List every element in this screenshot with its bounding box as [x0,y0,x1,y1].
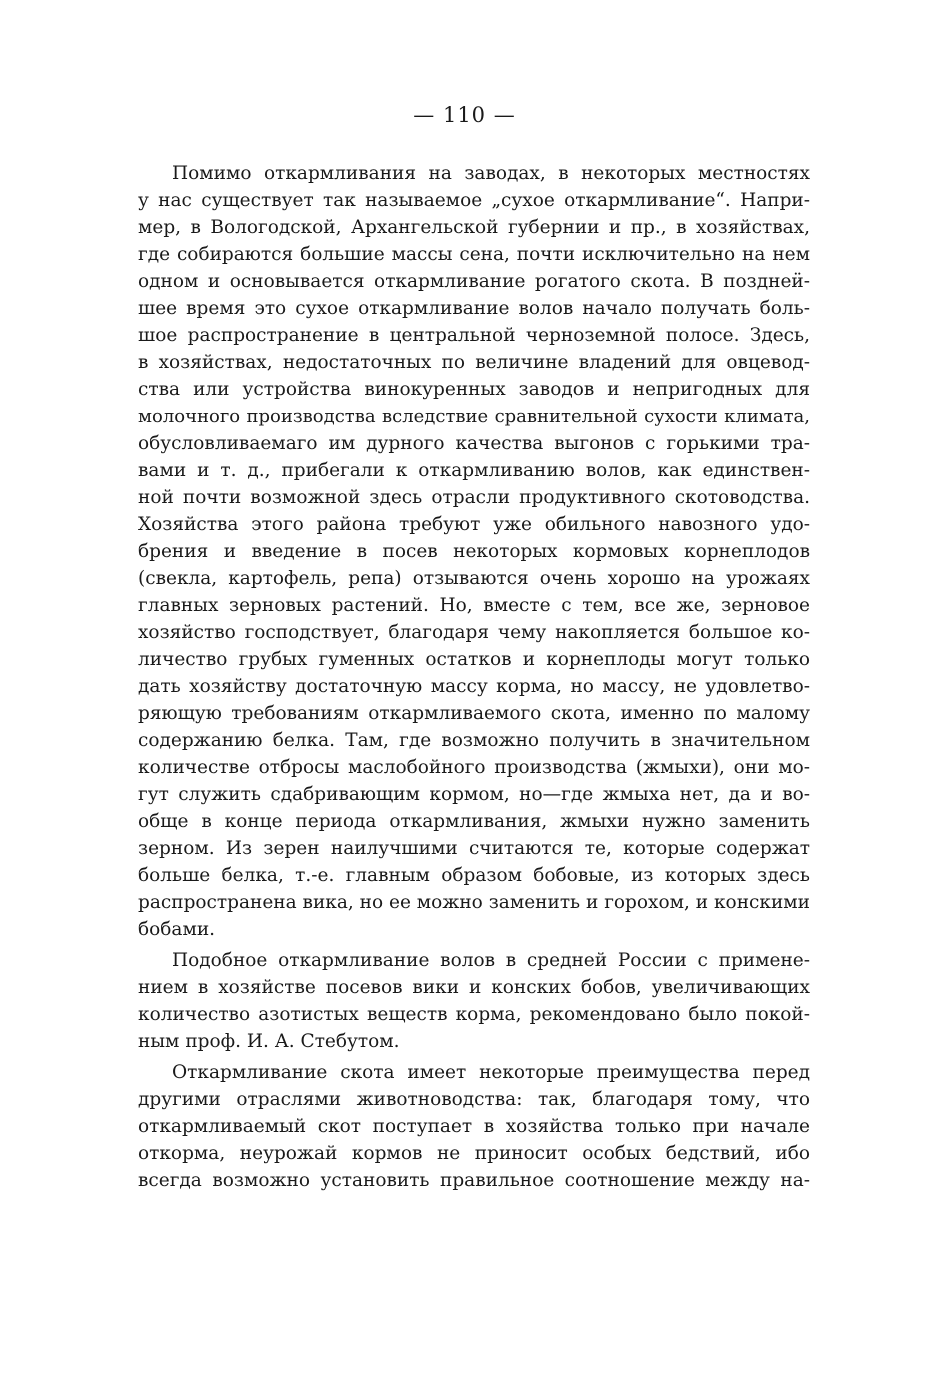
text-line: всегда возможно установить правильное соотношение между на- [138,1170,810,1191]
text-line: содержанию белка. Там, где возможно получить в значительном [138,730,810,751]
text-line: другими отраслями животноводства: так, благодаря тому, что [138,1089,810,1110]
text-line: ства или устройства винокуренных заводов и непригодных для [138,379,810,400]
text-line: где собираются большие массы сена, почти исключительно на нем [138,244,810,265]
text-line: Откармливание скота имеет некоторые преимущества перед [172,1062,810,1083]
text-line: распространена вика, но ее можно заменить и горохом, и конскими [138,892,810,913]
text-line: Помимо откармливания на заводах, в некоторых местностях [172,163,810,184]
text-line: главных зерновых растений. Но, вместе с тем, все же, зерновое [138,595,810,616]
text-line: количество азотистых веществ корма, рекомендовано было покой- [138,1004,810,1025]
page-number: — 110 — [413,103,516,127]
text-line: откармливаемый скот поступает в хозяйства только при начале [138,1116,810,1137]
text-line: больше белка, т.-е. главным образом бобовые, из которых здесь [138,865,810,886]
text-line: мер, в Вологодской, Архангельской губернии и пр., в хозяйствах, [138,217,810,238]
text-line: откорма, неурожай кормов не приносит особых бедствий, ибо [138,1143,810,1164]
text-line: дать хозяйству достаточную массу корма, но массу, не удовлетво- [138,676,810,697]
text-line: зерном. Из зерен наилучшими считаются те, которые содержат [138,838,810,859]
text-line: бобами. [138,919,216,940]
text-line: (свекла, картофель, репа) отзываются очень хорошо на урожаях [138,568,810,589]
text-line: вами и т. д., прибегали к откармливанию волов, как единствен- [138,460,810,481]
text-line: брения и введение в посев некоторых кормовых корнеплодов [138,541,810,562]
text-line: обусловливаемаго им дурного качества выгонов с горькими тра- [138,433,810,454]
body-text [138,160,810,1194]
text-line: шее время это сухое откармливание волов начало получать боль- [138,298,810,319]
text-line: Хозяйства этого района требуют уже обильного навозного удо- [138,514,810,535]
paragraph-2 [138,947,810,1055]
text-line: ной почти возможной здесь отрасли продуктивного скотоводства. [138,487,810,508]
text-line: шое распространение в центральной черноземной полосе. Здесь, [138,325,810,346]
paragraph-3 [138,1059,810,1194]
text-line: Подобное откармливание волов в средней России с примене- [172,950,810,971]
text-line: в хозяйствах, недостаточных по величине владений для овцевод- [138,352,810,373]
text-line: личество грубых гуменных остатков и корнеплоды могут только [138,649,810,670]
text-line: гут служить сдабривающим кормом, но—где жмыха нет, да и во- [138,784,810,805]
text-line: ряющую требованиям откармливаемого скота, именно по малому [138,703,810,724]
text-line: молочного производства вследствие сравнительной сухости климата, [138,406,810,427]
text-line: хозяйство господствует, благодаря чему накопляется большое ко- [138,622,810,643]
text-line: нием в хозяйстве посевов вики и конских бобов, увеличивающих [138,977,810,998]
paragraph-1 [138,160,810,943]
text-line: количестве отбросы маслобойного производства (жмыхи), они мо- [138,757,810,778]
text-line: одном и основывается откармливание рогатого скота. В позднеӥ- [138,271,810,292]
text-line: ным проф. И. А. Стебутом. [138,1031,400,1052]
text-line: обще в конце периода откармливания, жмыхи нужно заменить [138,811,810,832]
text-line: у нас существует так называемое „сухое откармливание“. Напри- [138,190,810,211]
